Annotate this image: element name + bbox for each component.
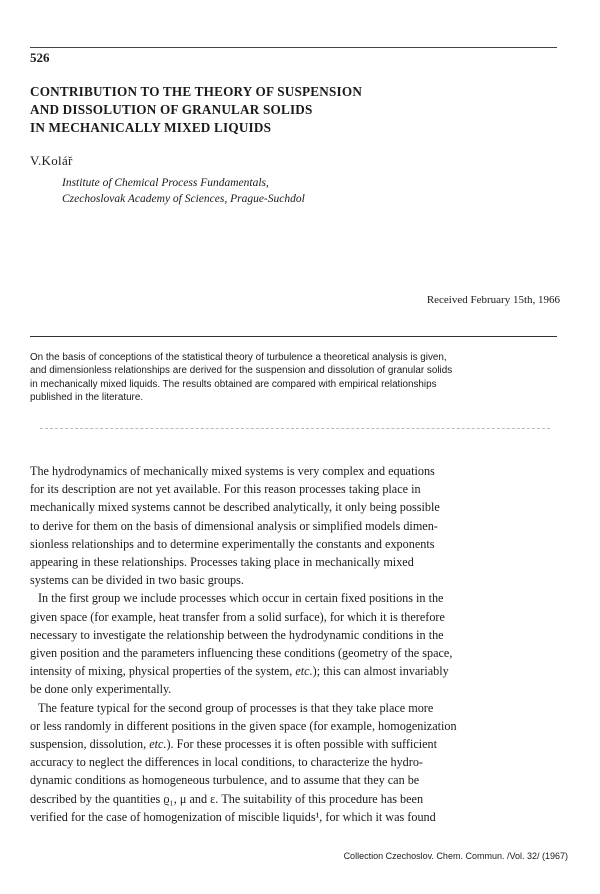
abstract-rule-top — [30, 336, 557, 337]
body-line: verified for the case of homogenization of miscible liquids¹, for which it was found — [30, 809, 436, 824]
body-line: to derive for them on the basis of dimensional analysis or simplified models dimen- — [30, 518, 438, 533]
body-text-fragment: ). For these processes it is often possible with sufficient — [166, 737, 438, 752]
etc-italic: etc. — [295, 664, 313, 679]
abstract — [30, 351, 565, 405]
body-line: The feature typical for the second group of processes is that they take place more — [38, 700, 434, 715]
body-line: The hydrodynamics of mechanically mixed systems is very complex and equations — [30, 464, 435, 478]
title-line: IN MECHANICALLY MIXED LIQUIDS — [30, 120, 272, 135]
author-name: V.Kolář — [30, 153, 73, 168]
body-line: for its description are not yet available. For this reason processes taking place in — [30, 482, 421, 497]
body-line: sionless relationships and to determine experimentally the constants and exponents — [30, 536, 435, 551]
paragraph-2 — [30, 589, 565, 698]
paragraph-3 — [30, 699, 565, 826]
body-text-fragment: ); this can almost invariably — [312, 664, 449, 679]
body-line — [30, 735, 565, 753]
abstract-line: published in the literature. — [30, 392, 144, 404]
page-number: 526 — [30, 50, 50, 65]
etc-italic: etc. — [149, 737, 167, 752]
author-affiliation — [62, 175, 305, 207]
article-title — [30, 83, 550, 137]
affiliation-line: Czechoslovak Academy of Sciences, Prague-Suchdol — [62, 193, 305, 205]
body-line: systems can be divided in two basic groups. — [30, 573, 244, 588]
body-line: appearing in these relationships. Processes taking place in mechanically mixed — [30, 555, 414, 570]
abstract-rule-bottom — [40, 428, 550, 429]
body-text-fragment: intensity of mixing, physical properties of the system, — [30, 664, 296, 679]
abstract-line: in mechanically mixed liquids. The results obtained are compared with empirical relationships — [30, 378, 437, 390]
header-rule — [30, 47, 557, 48]
paragraph-1 — [30, 462, 565, 589]
body-line: mechanically mixed systems cannot be described analytically, it only being possible — [30, 500, 440, 515]
body-line: given position and the parameters influencing these conditions (geometry of the space, — [30, 646, 453, 661]
body-line: or less randomly in different positions in the given space (for example, homogenization — [30, 718, 457, 733]
body-line: described by the quantities ϱ₁, μ and ε. The suitability of this procedure has been — [30, 791, 424, 806]
body-text-fragment: suspension, dissolution, — [30, 737, 150, 752]
body-line: be done only experimentally. — [30, 682, 172, 697]
body-line — [30, 662, 565, 680]
journal-footer: Collection Czechoslov. Chem. Commun. /Vol. 32/ (1967) — [343, 851, 568, 861]
body-text — [30, 462, 565, 826]
body-line: accuracy to neglect the differences in local conditions, to characterize the hydro- — [30, 755, 423, 770]
abstract-line: and dimensionless relationships are derived for the suspension and dissolution of granular solids — [30, 365, 453, 377]
affiliation-line: Institute of Chemical Process Fundamentals, — [62, 177, 269, 189]
body-line: necessary to investigate the relationship between the hydrodynamic conditions in the — [30, 627, 444, 642]
title-line: CONTRIBUTION TO THE THEORY OF SUSPENSION — [30, 84, 363, 99]
abstract-line: On the basis of conceptions of the statistical theory of turbulence a theoretical analysis is given, — [30, 352, 447, 363]
body-line: In the first group we include processes which occur in certain fixed positions in the — [38, 591, 444, 606]
title-line: AND DISSOLUTION OF GRANULAR SOLIDS — [30, 102, 313, 117]
received-date: Received February 15th, 1966 — [426, 294, 560, 306]
body-line: dynamic conditions as homogeneous turbulence, and to assume that they can be — [30, 773, 420, 788]
body-line: given space (for example, heat transfer from a solid surface), for which it is therefore — [30, 609, 445, 624]
